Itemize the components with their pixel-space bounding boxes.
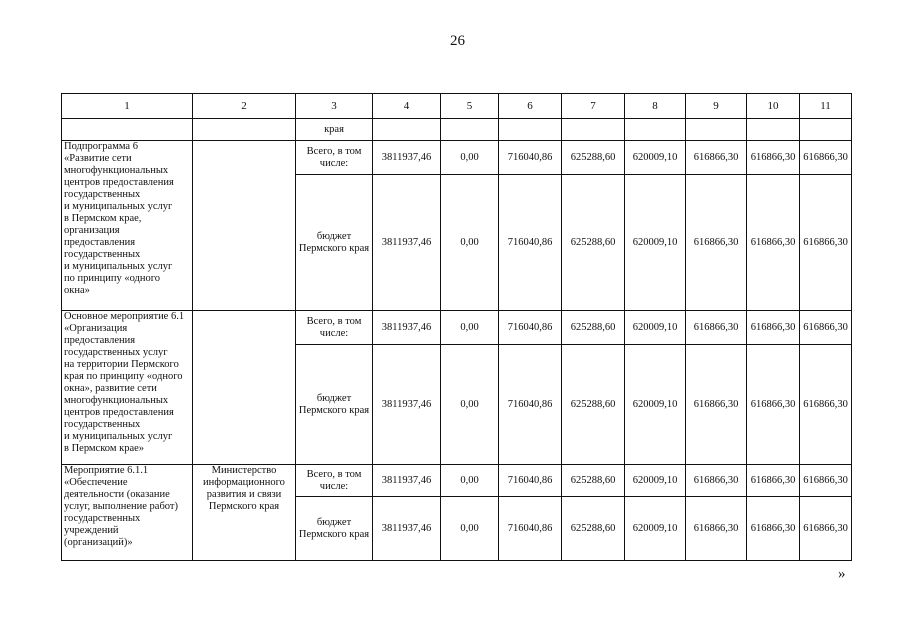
- amount-cell: 620009,10: [625, 141, 686, 175]
- program-name-line: на территории Пермского: [64, 359, 179, 370]
- executor-cell: [193, 141, 296, 311]
- program-name-line: услуг, выполнение работ): [64, 501, 179, 512]
- amount-cell: 0,00: [441, 311, 499, 345]
- program-name-line: государственных: [64, 249, 141, 260]
- program-name-cell: [62, 311, 193, 465]
- program-name-line: (организаций)»: [64, 537, 133, 548]
- column-header: 4: [373, 94, 441, 119]
- amount-cell: 616866,30: [686, 345, 747, 465]
- amount-cell: 616866,30: [686, 465, 747, 497]
- amount-cell: 620009,10: [625, 465, 686, 497]
- empty-cell: [747, 119, 800, 141]
- amount-cell: 616866,30: [800, 465, 852, 497]
- page-number: 26: [450, 33, 465, 49]
- program-name-line: края по принципу «одного: [64, 371, 183, 382]
- program-name-line: деятельности (оказание: [64, 489, 170, 500]
- program-name-line: государственных услуг: [64, 347, 168, 358]
- executor-cell: [193, 465, 296, 561]
- amount-cell: 3811937,46: [373, 465, 441, 497]
- total-row: [62, 141, 852, 175]
- funding-source: Всего, в том числе:: [296, 465, 373, 497]
- column-header: 2: [193, 94, 296, 119]
- column-header: 11: [800, 94, 852, 119]
- amount-cell: 616866,30: [800, 141, 852, 175]
- amount-cell: 0,00: [441, 175, 499, 311]
- program-name-line: окна»: [64, 285, 90, 296]
- amount-cell: 3811937,46: [373, 175, 441, 311]
- program-name-line: «Обеспечение: [64, 477, 128, 488]
- amount-cell: 616866,30: [747, 465, 800, 497]
- program-name-line: и муниципальных услуг: [64, 201, 173, 212]
- empty-cell: [800, 119, 852, 141]
- empty-cell: [373, 119, 441, 141]
- program-name-line: организация: [64, 225, 120, 236]
- amount-cell: 716040,86: [499, 345, 562, 465]
- program-name-line: многофункциональных: [64, 395, 169, 406]
- program-name-line: центров предоставления: [64, 177, 174, 188]
- amount-cell: 616866,30: [747, 497, 800, 561]
- amount-cell: 616866,30: [800, 175, 852, 311]
- column-number-row: [62, 94, 852, 119]
- funding-source: бюджет Пермского края: [296, 175, 373, 311]
- amount-cell: 616866,30: [747, 141, 800, 175]
- amount-cell: 625288,60: [562, 465, 625, 497]
- executor-line: развития и связи: [206, 489, 282, 500]
- amount-cell: 0,00: [441, 345, 499, 465]
- amount-cell: 716040,86: [499, 141, 562, 175]
- column-header: 1: [62, 94, 193, 119]
- column-header: 9: [686, 94, 747, 119]
- amount-cell: 3811937,46: [373, 311, 441, 345]
- amount-cell: 620009,10: [625, 175, 686, 311]
- amount-cell: 716040,86: [499, 465, 562, 497]
- empty-cell: [625, 119, 686, 141]
- program-name-line: в Пермском крае»: [64, 443, 145, 454]
- empty-cell: [562, 119, 625, 141]
- executor-line: Пермского края: [208, 501, 280, 512]
- program-name-line: по принципу «одного: [64, 273, 161, 284]
- program-name-line: государственных: [64, 189, 141, 200]
- amount-cell: 0,00: [441, 141, 499, 175]
- program-name-line: многофункциональных: [64, 165, 169, 176]
- program-name-line: предоставления: [64, 237, 136, 248]
- executor-line: информационного: [203, 477, 285, 488]
- empty-cell: [499, 119, 562, 141]
- amount-cell: 716040,86: [499, 497, 562, 561]
- amount-cell: 616866,30: [686, 497, 747, 561]
- funding-source: Всего, в том числе:: [296, 141, 373, 175]
- amount-cell: 625288,60: [562, 345, 625, 465]
- amount-cell: 0,00: [441, 497, 499, 561]
- program-name-cell: [62, 141, 193, 311]
- continuation-mark: »: [838, 566, 846, 582]
- amount-cell: 3811937,46: [373, 497, 441, 561]
- program-name-line: «Организация: [64, 323, 128, 334]
- funding-source: бюджет Пермского края: [296, 345, 373, 465]
- program-name-line: центров предоставления: [64, 407, 174, 418]
- amount-cell: 625288,60: [562, 141, 625, 175]
- funding-source: бюджет Пермского края: [296, 497, 373, 561]
- program-name-line: Подпрограмма 6: [64, 141, 138, 152]
- program-name-line: государственных: [64, 513, 141, 524]
- amount-cell: 716040,86: [499, 175, 562, 311]
- executor-cell: [193, 311, 296, 465]
- program-name-line: окна», развитие сети: [64, 383, 157, 394]
- empty-cell: [686, 119, 747, 141]
- amount-cell: 616866,30: [747, 311, 800, 345]
- amount-cell: 616866,30: [686, 311, 747, 345]
- amount-cell: 625288,60: [562, 175, 625, 311]
- executor-line: Министерство: [211, 465, 277, 476]
- amount-cell: 616866,30: [747, 345, 800, 465]
- amount-cell: 625288,60: [562, 311, 625, 345]
- amount-cell: 620009,10: [625, 497, 686, 561]
- carryover-row: [62, 119, 852, 141]
- program-name-cell: [62, 465, 193, 561]
- program-name-line: в Пермском крае,: [64, 213, 142, 224]
- column-header: 8: [625, 94, 686, 119]
- funding-source: края: [296, 119, 373, 141]
- budget-table: [61, 93, 852, 561]
- empty-cell: [441, 119, 499, 141]
- amount-cell: 616866,30: [800, 497, 852, 561]
- program-name-line: и муниципальных услуг: [64, 261, 173, 272]
- funding-source: Всего, в том числе:: [296, 311, 373, 345]
- total-row: [62, 311, 852, 345]
- program-name-line: «Развитие сети: [64, 153, 132, 164]
- program-name-line: и муниципальных услуг: [64, 431, 173, 442]
- amount-cell: 620009,10: [625, 311, 686, 345]
- amount-cell: 616866,30: [747, 175, 800, 311]
- program-name-line: учреждений: [64, 525, 119, 536]
- amount-cell: 3811937,46: [373, 141, 441, 175]
- column-header: 6: [499, 94, 562, 119]
- amount-cell: 716040,86: [499, 311, 562, 345]
- amount-cell: 616866,30: [686, 141, 747, 175]
- amount-cell: 616866,30: [800, 311, 852, 345]
- column-header: 3: [296, 94, 373, 119]
- amount-cell: 3811937,46: [373, 345, 441, 465]
- amount-cell: 625288,60: [562, 497, 625, 561]
- carryover-name-cell: [62, 119, 193, 141]
- program-name-line: Мероприятие 6.1.1: [64, 465, 149, 476]
- amount-cell: 620009,10: [625, 345, 686, 465]
- carryover-executor-cell: [193, 119, 296, 141]
- column-header: 10: [747, 94, 800, 119]
- column-header: 7: [562, 94, 625, 119]
- program-name-line: государственных: [64, 419, 141, 430]
- amount-cell: 0,00: [441, 465, 499, 497]
- amount-cell: 616866,30: [800, 345, 852, 465]
- program-name-line: предоставления: [64, 335, 136, 346]
- column-header: 5: [441, 94, 499, 119]
- amount-cell: 616866,30: [686, 175, 747, 311]
- program-name-line: Основное мероприятие 6.1: [64, 311, 185, 322]
- total-row: [62, 465, 852, 497]
